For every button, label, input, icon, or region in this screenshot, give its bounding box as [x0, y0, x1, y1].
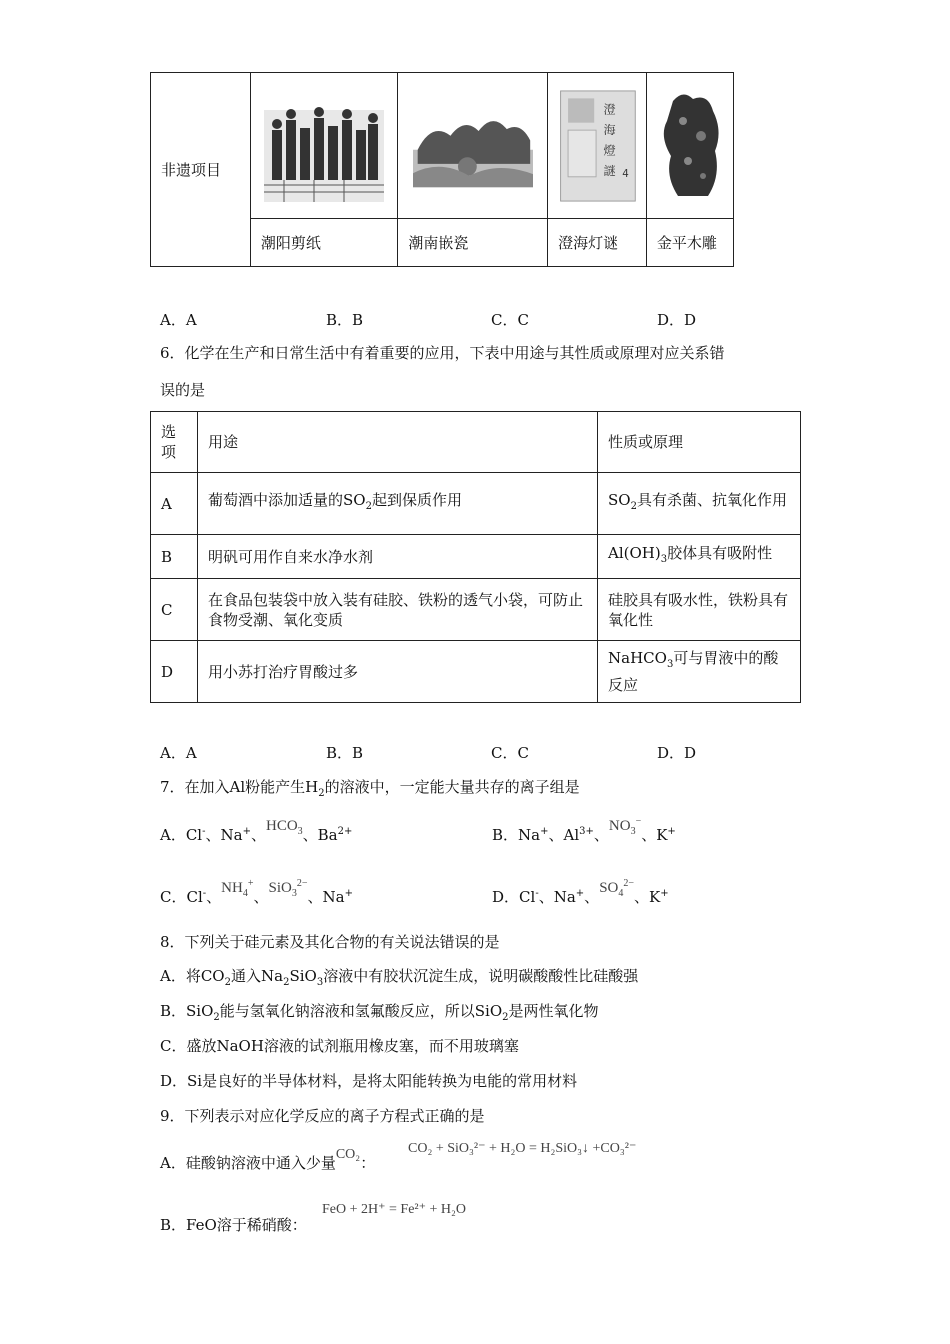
row-property: $SO_2$具有杀菌、抗氧化作用: [598, 473, 801, 535]
option-d[interactable]: D．D: [657, 311, 697, 329]
svg-text:4: 4: [622, 167, 629, 180]
q9-option-a[interactable]: A．硅酸钠溶液中通入少量CO₂：: [160, 1147, 376, 1172]
q9-stem: 9．下列表示对应化学反应的离子方程式正确的是: [160, 1107, 485, 1125]
option-b[interactable]: B．B: [326, 744, 364, 762]
row-option: C: [151, 579, 198, 641]
heritage-name: 潮阳剪纸: [250, 219, 397, 267]
q8-option-a[interactable]: A．将$CO_2$通入$Na_2SiO_3$溶液中有胶状沉淀生成，说明碳酸酸性比硅酸强: [160, 967, 639, 988]
svg-text:澄: 澄: [603, 101, 616, 116]
option-c[interactable]: C．C: [491, 744, 529, 762]
q6-table: [150, 411, 801, 703]
row-option: B: [151, 535, 198, 579]
header-use: 用途: [198, 412, 598, 473]
svg-text:海: 海: [603, 122, 616, 137]
table-row: [151, 579, 801, 641]
q5-options: [160, 309, 800, 331]
row-property: NaHCO$_3$可与胃液中的酸反应: [598, 641, 801, 703]
header-option: 选项: [151, 412, 198, 473]
row-property: $Al(OH)_3$胶体具有吸附性: [598, 535, 801, 579]
row-use: 葡萄酒中添加适量的$SO_2$起到保质作用: [198, 473, 598, 535]
q6-stem-line2: 误的是: [160, 381, 206, 399]
q6-stem-line1: 6．化学在生产和日常生活中有着重要的应用，下表中用途与其性质或原理对应关系错: [160, 344, 725, 362]
q8-option-b[interactable]: B．SiO$_2$能与氢氧化钠溶液和氢氟酸反应，所以SiO$_2$是两性氧化物: [160, 1002, 599, 1023]
heritage-name: 澄海灯谜: [548, 219, 647, 267]
row-use: 在食品包装袋中放入装有硅胶、铁粉的透气小袋，可防止食物受潮、氧化变质: [198, 579, 598, 641]
porcelain-inlay-image: [413, 90, 533, 202]
option-b[interactable]: B．B: [326, 311, 364, 329]
svg-text:燈: 燈: [603, 142, 616, 157]
q8-option-d[interactable]: D．Si是良好的半导体材料，是将太阳能转换为电能的常用材料: [160, 1072, 578, 1090]
header-property: 性质或原理: [598, 412, 801, 473]
option-a[interactable]: A．A: [160, 744, 197, 762]
q7-stem: 7．在加入Al粉能产生$H_2$的溶液中，一定能大量共存的离子组是: [160, 778, 580, 799]
row-option: A: [151, 473, 198, 535]
option-c[interactable]: C．C: [491, 311, 529, 329]
q8-stem: 8．下列关于硅元素及其化合物的有关说法错误的是: [160, 933, 500, 951]
q7-option-c[interactable]: C．Cl-、$NH_4^+$、SiO$_3^{2-}$、Na+: [160, 878, 353, 906]
heritage-row-label: 非遗项目: [151, 73, 251, 267]
option-a[interactable]: A．A: [160, 311, 197, 329]
q7-option-d[interactable]: D．Cl-、Na+、$SO_4^{2-}$、K+: [492, 878, 669, 906]
q9-equation-a: CO₂ + SiO₃²⁻ + H₂O = H₂SiO₃↓ +CO₃²⁻: [408, 1141, 637, 1156]
svg-text:謎: 謎: [603, 163, 616, 178]
q7-option-a[interactable]: A．Cl-、Na+、$HCO_3$、$Ba^{2+}$: [160, 818, 353, 844]
table-row: [151, 641, 801, 703]
row-use: 用小苏打治疗胃酸过多: [198, 641, 598, 703]
row-option: D: [151, 641, 198, 703]
papercut-image: [264, 90, 384, 202]
option-d[interactable]: D．D: [657, 744, 697, 762]
heritage-table: [150, 72, 734, 267]
heritage-name: 金平木雕: [646, 219, 733, 267]
q6-options: [160, 742, 800, 764]
q9-option-b[interactable]: B．FeO溶于稀硝酸：: [160, 1216, 307, 1234]
row-property: 硅胶具有吸水性，铁粉具有氧化性: [598, 579, 801, 641]
q7-option-b[interactable]: B．Na+、$Al^{3+}$、$NO_3^-$、K+: [492, 816, 676, 844]
table-row: [151, 473, 801, 535]
lantern-riddle-book-image: [555, 81, 639, 211]
table-row: [151, 535, 801, 579]
row-use: 明矾可用作自来水净水剂: [198, 535, 598, 579]
wood-carving-image: [653, 81, 727, 211]
q9-equation-b: FeO + 2H⁺ = Fe²⁺ + H₂O: [322, 1202, 466, 1217]
heritage-name: 潮南嵌瓷: [398, 219, 548, 267]
q8-option-c[interactable]: C．盛放NaOH溶液的试剂瓶用橡皮塞，而不用玻璃塞: [160, 1037, 519, 1055]
